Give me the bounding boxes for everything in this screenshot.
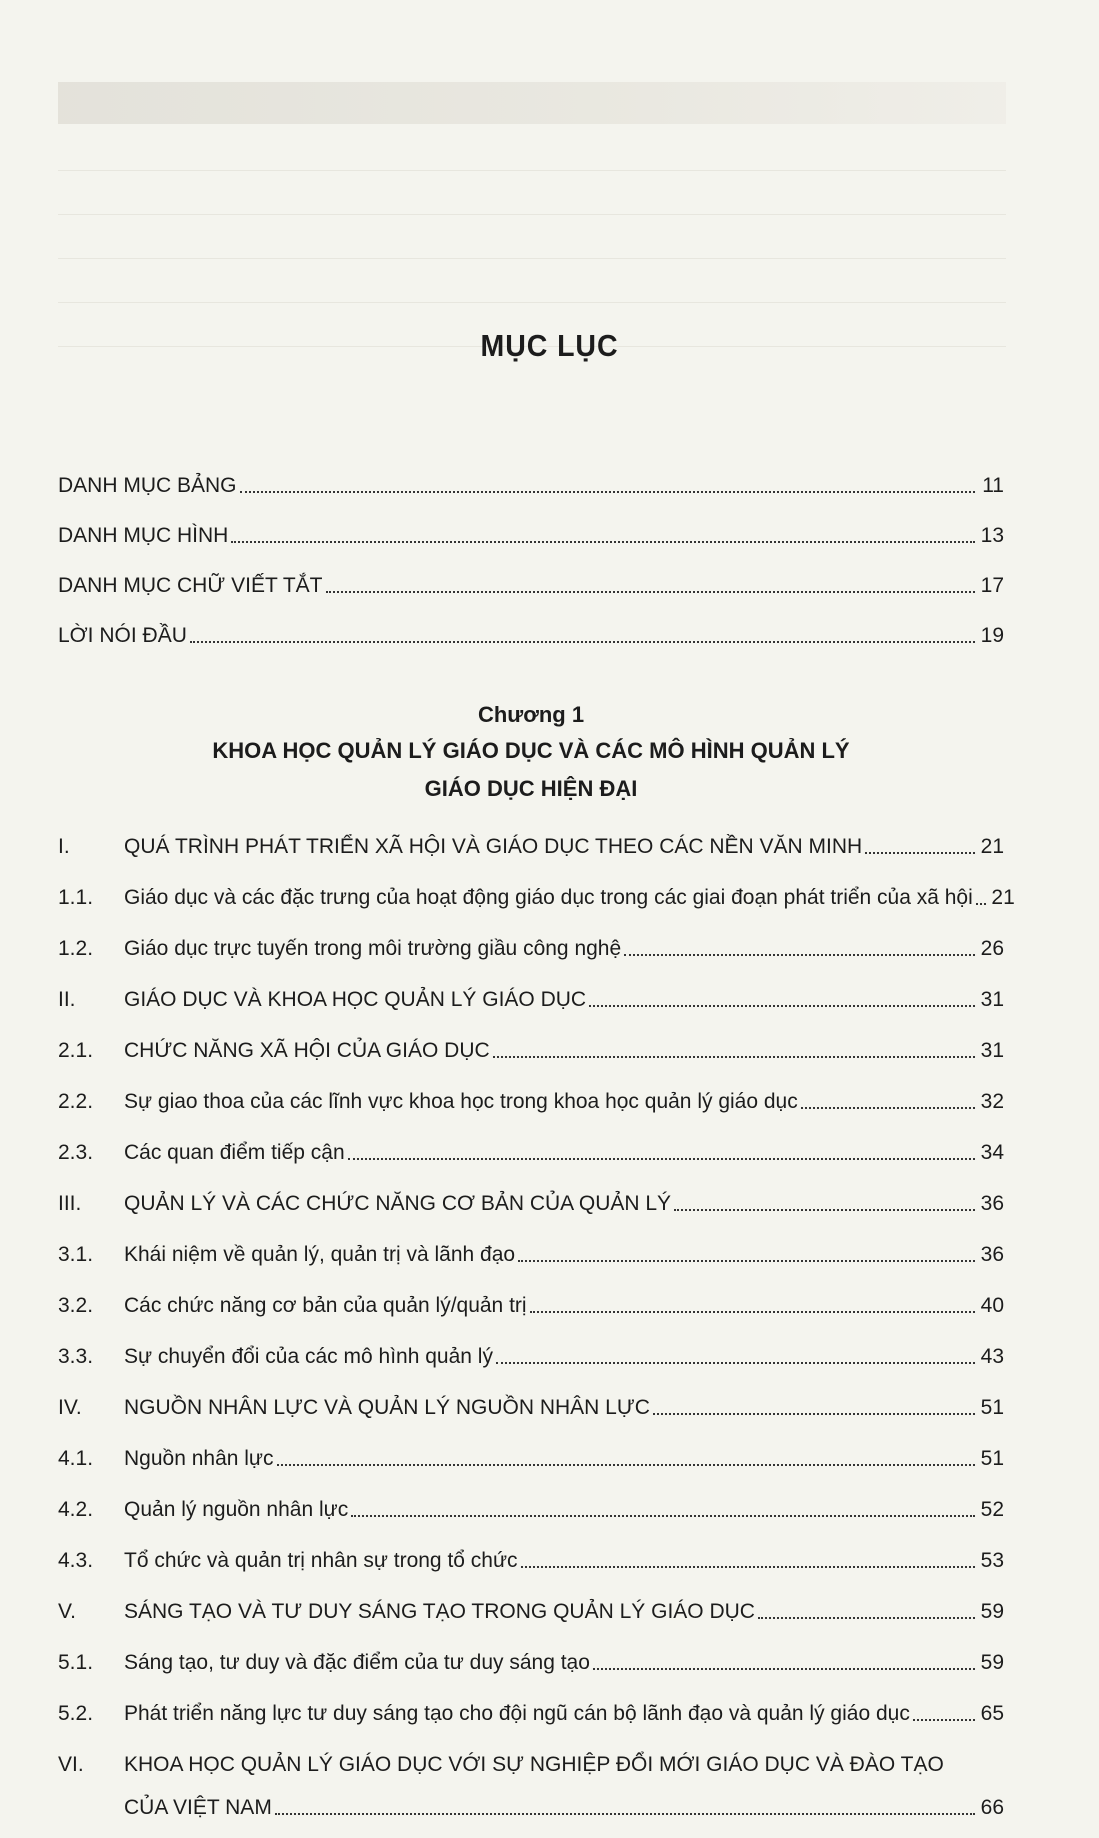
chapter-title-line-1: KHOA HỌC QUẢN LÝ GIÁO DỤC VÀ CÁC MÔ HÌNH QUẢN LÝ <box>212 738 850 763</box>
entry-number: 3.1. <box>58 1243 94 1266</box>
entry-number: VI. <box>58 1753 84 1776</box>
entry-page-number: 21 <box>980 835 1004 858</box>
dot-leader <box>190 641 975 643</box>
dot-leader <box>326 591 975 593</box>
page-title: MỤC LỤC <box>480 328 619 363</box>
entry-page-number: 40 <box>980 1294 1004 1317</box>
dot-leader <box>913 1719 975 1721</box>
toc-entry[interactable] <box>58 1081 1004 1114</box>
entry-page-number: 65 <box>980 1702 1004 1725</box>
entry-number: 5.2. <box>58 1702 94 1725</box>
dot-leader <box>976 903 986 905</box>
entry-page-number: 36 <box>980 1243 1004 1266</box>
dot-leader <box>240 491 975 493</box>
entry-number: III. <box>58 1192 82 1215</box>
entry-number: IV. <box>58 1396 82 1419</box>
dot-leader <box>674 1209 975 1211</box>
toc-entry[interactable] <box>58 1489 1004 1522</box>
entry-number: 2.1. <box>58 1039 94 1062</box>
toc-entry[interactable] <box>58 1336 1004 1369</box>
toc-entry[interactable] <box>58 928 1004 961</box>
entry-page-number: 17 <box>980 574 1004 597</box>
toc-entry[interactable] <box>58 1591 1004 1624</box>
dot-leader <box>593 1668 975 1670</box>
entry-page-number: 59 <box>980 1651 1004 1674</box>
entry-page-number: 32 <box>980 1090 1004 1113</box>
dot-leader <box>624 954 975 956</box>
dot-leader <box>277 1464 976 1466</box>
chapter-title-line-2: GIÁO DỤC HIỆN ĐẠI <box>424 776 638 801</box>
entry-number: 4.1. <box>58 1447 94 1470</box>
entry-page-number: 21 <box>991 886 1015 909</box>
entry-label: GIÁO DỤC VÀ KHOA HỌC QUẢN LÝ GIÁO DỤC <box>124 988 587 1011</box>
entry-label: Phát triển năng lực tư duy sáng tạo cho đội ngũ cán bộ lãnh đạo và quản lý giáo dục <box>124 1702 910 1725</box>
entry-page-number: 11 <box>982 474 1004 497</box>
entry-page-number: 51 <box>980 1396 1004 1419</box>
bleed-through-header <box>58 82 1006 124</box>
entry-page-number: 43 <box>980 1345 1004 1368</box>
dot-leader <box>351 1515 975 1517</box>
entry-number: I. <box>58 835 70 858</box>
toc-entry-multiline[interactable] <box>58 1744 1004 1820</box>
toc-entry[interactable] <box>58 565 1004 598</box>
dot-leader <box>493 1056 975 1058</box>
dot-leader <box>758 1617 975 1619</box>
table-of-contents <box>58 465 1015 1838</box>
entry-number: 3.3. <box>58 1345 94 1368</box>
dot-leader <box>521 1566 975 1568</box>
dot-leader <box>530 1311 975 1313</box>
entry-label: Giáo dục trực tuyến trong môi trường giầu công nghệ <box>124 937 622 960</box>
entry-label: CHỨC NĂNG XÃ HỘI CỦA GIÁO DỤC <box>124 1039 490 1062</box>
entry-page-number: 51 <box>980 1447 1004 1470</box>
toc-entry[interactable] <box>58 615 1004 648</box>
toc-entry[interactable] <box>58 877 1015 910</box>
toc-entry[interactable] <box>58 1438 1004 1471</box>
entry-page-number: 52 <box>980 1498 1004 1521</box>
entry-page-number: 59 <box>980 1600 1004 1623</box>
toc-entry[interactable] <box>58 826 1004 859</box>
entry-number: 3.2. <box>58 1294 94 1317</box>
entry-page-number: 13 <box>980 524 1004 547</box>
toc-entry[interactable] <box>58 465 1004 498</box>
entry-label: Giáo dục và các đặc trưng của hoạt động giáo dục trong các giai đoạn phát triển của xã hội <box>124 886 973 909</box>
front-matter-list <box>58 465 1004 648</box>
dot-leader <box>801 1107 975 1109</box>
entry-number: 2.3. <box>58 1141 94 1164</box>
entry-label: NGUỒN NHÂN LỰC VÀ QUẢN LÝ NGUỒN NHÂN LỰC <box>124 1396 650 1419</box>
dot-leader <box>496 1362 975 1364</box>
entry-label: QUẢN LÝ VÀ CÁC CHỨC NĂNG CƠ BẢN CỦA QUẢN LÝ <box>124 1192 672 1215</box>
toc-entry[interactable] <box>58 1183 1004 1216</box>
entry-page-number: 31 <box>980 1039 1004 1062</box>
toc-entry[interactable] <box>58 515 1004 548</box>
dot-leader <box>348 1158 975 1160</box>
entry-label: DANH MỤC HÌNH <box>58 524 229 547</box>
entry-page-number: 53 <box>980 1549 1004 1572</box>
entry-number: V. <box>58 1600 76 1623</box>
dot-leader <box>275 1813 975 1815</box>
chapter-entries-list <box>58 826 1015 1726</box>
toc-entry[interactable] <box>58 1693 1004 1726</box>
toc-entry[interactable] <box>58 1387 1004 1420</box>
entry-label: Các quan điểm tiếp cận <box>124 1141 345 1164</box>
dot-leader <box>589 1005 975 1007</box>
entry-label: Tổ chức và quản trị nhân sự trong tổ chức <box>124 1549 518 1572</box>
entry-label: DANH MỤC CHỮ VIẾT TẮT <box>58 574 323 597</box>
entry-label: DANH MỤC BẢNG <box>58 474 237 497</box>
chapter-heading <box>58 702 1004 808</box>
entry-label: Sáng tạo, tư duy và đặc điểm của tư duy sáng tạo <box>124 1651 590 1674</box>
toc-entry[interactable] <box>58 1540 1004 1573</box>
entry-label: Khái niệm về quản lý, quản trị và lãnh đạo <box>124 1243 516 1266</box>
entry-label: Sự giao thoa của các lĩnh vực khoa học trong khoa học quản lý giáo dục <box>124 1090 798 1113</box>
toc-entry[interactable] <box>58 1642 1004 1675</box>
toc-entry[interactable] <box>58 1132 1004 1165</box>
toc-entry[interactable] <box>58 979 1004 1012</box>
entry-number: 1.2. <box>58 937 94 960</box>
entry-label-line-1: KHOA HỌC QUẢN LÝ GIÁO DỤC VỚI SỰ NGHIỆP ĐỔI MỚI GIÁO DỤC VÀ ĐÀO TẠO <box>124 1753 944 1776</box>
chapter-number: Chương 1 <box>477 702 585 727</box>
toc-entry[interactable] <box>58 1234 1004 1267</box>
entry-number: 5.1. <box>58 1651 94 1674</box>
entry-page-number: 34 <box>980 1141 1004 1164</box>
dot-leader <box>865 852 975 854</box>
entry-label: Nguồn nhân lực <box>124 1447 274 1470</box>
toc-entry[interactable] <box>58 1285 1004 1318</box>
entry-number: 1.1. <box>58 886 94 909</box>
entry-label: LỜI NÓI ĐẦU <box>58 624 187 647</box>
entry-label: Quản lý nguồn nhân lực <box>124 1498 349 1521</box>
entry-label: Sự chuyển đổi của các mô hình quản lý <box>124 1345 493 1368</box>
entry-label: Các chức năng cơ bản của quản lý/quản trị <box>124 1294 527 1317</box>
dot-leader <box>518 1260 975 1262</box>
entry-page-number: 36 <box>980 1192 1004 1215</box>
entry-label-line-2: CỦA VIỆT NAM <box>124 1796 272 1819</box>
entry-number: 2.2. <box>58 1090 94 1113</box>
entry-label: SÁNG TẠO VÀ TƯ DUY SÁNG TẠO TRONG QUẢN LÝ GIÁO DỤC <box>124 1600 755 1623</box>
entry-page-number: 26 <box>980 937 1004 960</box>
entry-page-number: 19 <box>980 624 1004 647</box>
entry-number: 4.3. <box>58 1549 94 1572</box>
entry-label: QUÁ TRÌNH PHÁT TRIỂN XÃ HỘI VÀ GIÁO DỤC THEO CÁC NỀN VĂN MINH <box>124 835 863 858</box>
dot-leader <box>653 1413 975 1415</box>
entry-number: 4.2. <box>58 1498 94 1521</box>
entry-page-number: 31 <box>980 988 1004 1011</box>
toc-entry[interactable] <box>58 1030 1004 1063</box>
entry-number: II. <box>58 988 76 1011</box>
dot-leader <box>231 541 975 543</box>
entry-page-number: 66 <box>980 1796 1004 1819</box>
